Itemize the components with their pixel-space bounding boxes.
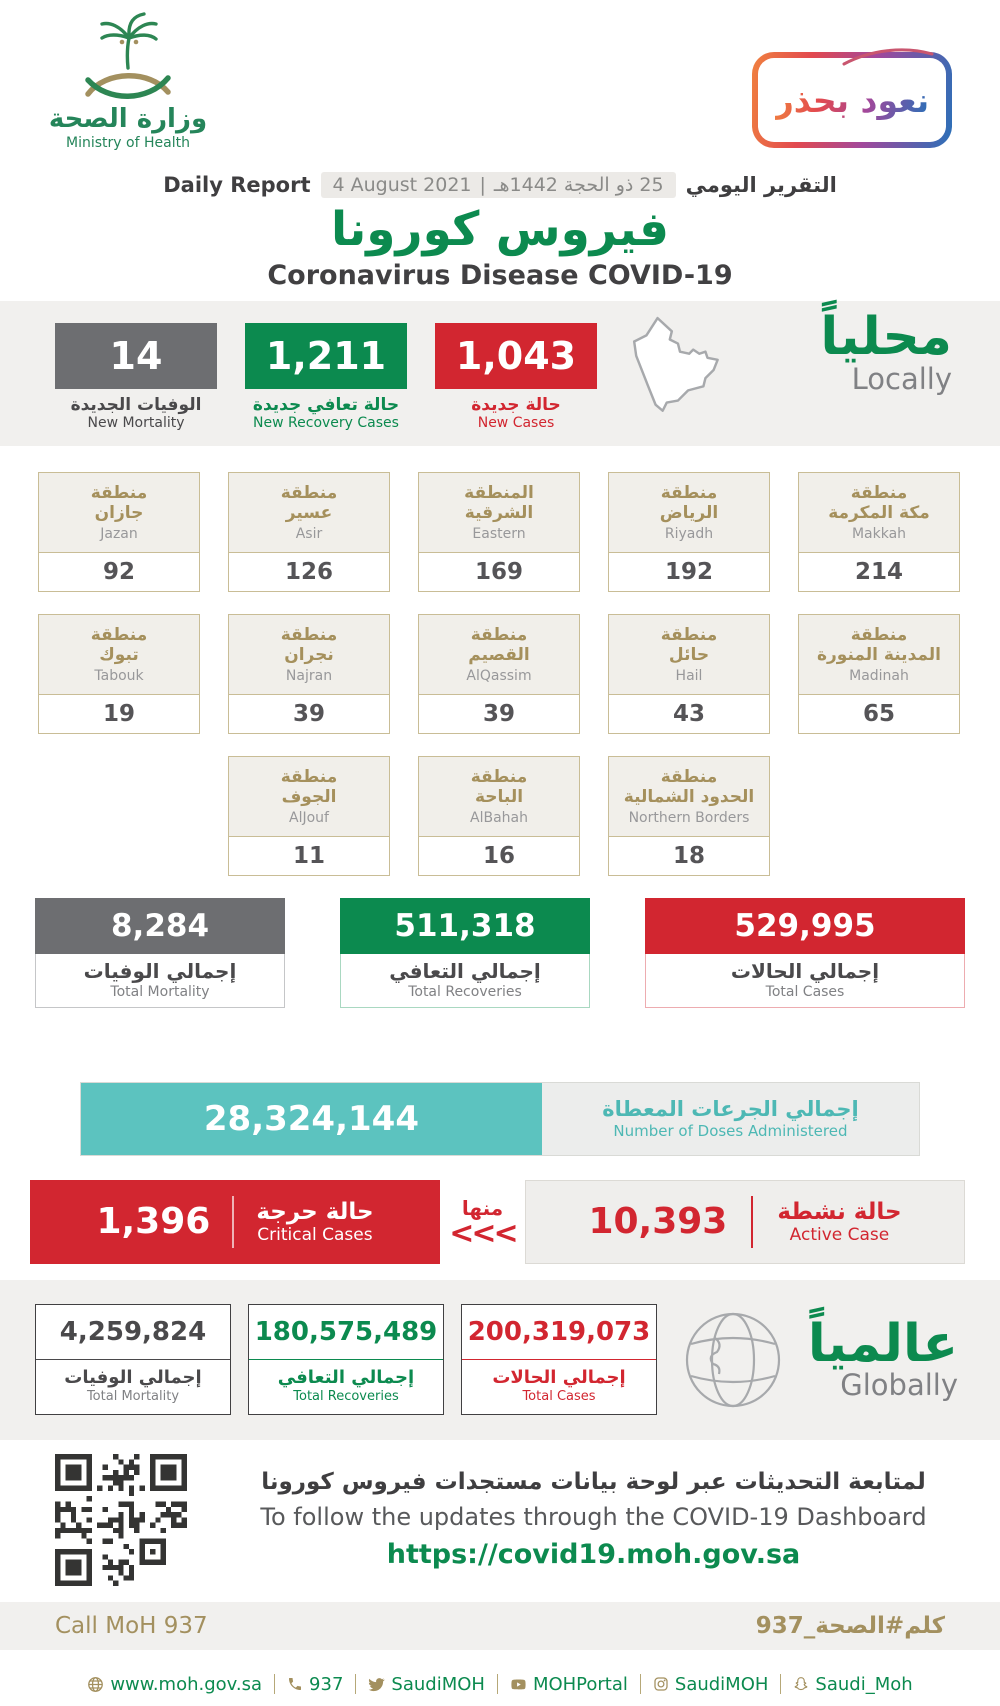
separator	[497, 1674, 498, 1694]
region-name-ar-line2: الجوف	[281, 787, 337, 808]
region-name-en: AlQassim	[466, 667, 532, 684]
region-name-ar-line1: منطقة	[280, 624, 338, 645]
critical-cases-value: 1,396	[96, 1201, 211, 1243]
new-cases-stat	[435, 323, 597, 432]
locally-section	[0, 301, 1000, 446]
total-cases-label-ar: إجمالي الحالات	[730, 958, 880, 983]
region-card-riyadh	[608, 472, 770, 592]
new-recovery-label-ar: حالة تعافي جديدة	[252, 394, 400, 415]
region-card-najran	[228, 614, 390, 734]
total-recoveries-label-en: Total Recoveries	[408, 983, 522, 1000]
region-name-ar-line2: الرياض	[659, 503, 719, 524]
moh-logo-icon	[53, 10, 203, 106]
report-date-chip	[321, 172, 676, 198]
page-title-english: Coronavirus Disease COVID-19	[267, 259, 733, 291]
critical-cases-label-en: Critical Cases	[257, 1224, 373, 1245]
region-new-cases-value: 192	[664, 558, 713, 585]
global-cases-label-ar: إجمالي الحالات	[492, 1367, 626, 1389]
locally-heading-en: Locally	[851, 361, 952, 396]
moh-logo	[38, 10, 218, 151]
phone-icon	[287, 1676, 303, 1692]
globe-icon	[87, 1676, 104, 1693]
region-name-ar-line1: منطقة	[470, 766, 528, 787]
social-link-label: www.moh.gov.sa	[110, 1673, 263, 1695]
doses-administered-bar	[80, 1082, 920, 1156]
new-recovery-value: 1,211	[245, 323, 407, 389]
new-cases-label-en: New Cases	[477, 415, 555, 432]
locally-heading-ar: محلياً	[820, 306, 952, 367]
region-name-en: Eastern	[472, 525, 526, 542]
globally-stats	[35, 1304, 657, 1415]
active-cases-label-ar: حالة نشطة	[777, 1198, 902, 1225]
total-recoveries-label-ar: إجمالي التعافي	[389, 958, 541, 983]
globally-heading-ar: عالمياً	[807, 1314, 958, 1375]
region-name-ar-line1: منطقة	[850, 624, 908, 645]
region-name-ar-line1: منطقة	[660, 624, 718, 645]
region-card-header	[799, 615, 959, 695]
total-recoveries-card	[340, 898, 590, 1008]
region-new-cases-value: 11	[292, 842, 325, 869]
date-separator: |	[479, 174, 486, 196]
region-card-header	[609, 615, 769, 695]
critical-active-row	[0, 1180, 1000, 1264]
twitter-icon	[368, 1676, 385, 1693]
region-new-cases-value: 126	[284, 558, 333, 585]
region-card-madinah	[798, 614, 960, 734]
report-date-line	[0, 170, 1000, 200]
social-link-label: Saudi_Moh	[815, 1673, 913, 1695]
active-cases-value: 10,393	[588, 1201, 728, 1243]
separator	[274, 1674, 275, 1694]
social-link-mohportal[interactable]	[510, 1674, 628, 1695]
global-cases-value: 200,319,073	[462, 1305, 656, 1360]
logo-name-english: Ministry of Health	[66, 135, 190, 152]
region-card-header	[419, 757, 579, 837]
social-link-saudimoh[interactable]	[653, 1674, 769, 1695]
region-card-asir	[228, 472, 390, 592]
region-name-en: AlBahah	[470, 809, 528, 826]
region-name-en: Makkah	[851, 525, 907, 542]
region-card-jazan	[38, 472, 200, 592]
region-card-header	[799, 473, 959, 553]
snapchat-icon	[793, 1676, 809, 1692]
region-card-header	[229, 757, 389, 837]
dashboard-url-link[interactable]: https://covid19.moh.gov.sa	[386, 1539, 801, 1571]
region-name-ar-line2: نجران	[284, 645, 334, 666]
new-recovery-stat	[245, 323, 407, 432]
doses-label-ar: إجمالي الجرعات المعطاة	[602, 1097, 859, 1122]
region-name-ar-line2: عسير	[285, 503, 333, 524]
region-card-albahah	[418, 756, 580, 876]
global-cases-card	[461, 1304, 657, 1415]
new-recovery-label-en: New Recovery Cases	[253, 415, 399, 432]
region-name-en: Northern Borders	[628, 809, 750, 826]
globally-heading	[807, 1314, 958, 1402]
return-with-caution-badge	[752, 52, 952, 148]
new-mortality-stat	[55, 323, 217, 432]
total-cases-card	[645, 898, 965, 1008]
divider	[751, 1196, 753, 1248]
page-title-arabic: فيروس كورونا	[331, 202, 669, 257]
region-card-header	[609, 473, 769, 553]
region-card-header	[229, 473, 389, 553]
region-name-ar-line2: مكة المكرمة	[828, 503, 930, 524]
instagram-icon	[653, 1676, 669, 1692]
region-name-ar-line1: منطقة	[850, 482, 908, 503]
new-mortality-label-en: New Mortality	[87, 415, 185, 432]
total-cases-value: 529,995	[645, 898, 965, 954]
region-name-en: Jazan	[100, 525, 138, 542]
region-name-ar-line1: منطقة	[90, 482, 148, 503]
hijri-date: 25 ذو الحجة 1442هـ	[493, 174, 664, 196]
region-card-aljouf	[228, 756, 390, 876]
region-name-en: AlJouf	[289, 809, 329, 826]
region-new-cases-value: 43	[672, 700, 705, 727]
separator	[640, 1674, 641, 1694]
region-card-header	[39, 615, 199, 695]
daily-report-label-en: Daily Report	[163, 173, 311, 197]
global-recoveries-label-ar: إجمالي التعافي	[277, 1367, 415, 1389]
region-name-en: Asir	[295, 525, 323, 542]
region-name-ar-line1: منطقة	[280, 766, 338, 787]
region-card-header	[609, 757, 769, 837]
social-link-www.moh.gov.sa[interactable]	[87, 1674, 262, 1695]
globally-heading-en: Globally	[840, 1367, 958, 1402]
region-name-ar-line2: الحدود الشمالية	[623, 787, 755, 808]
total-cases-label-en: Total Cases	[765, 983, 845, 1000]
total-recoveries-value: 511,318	[340, 898, 590, 954]
call-moh-label: Call MoH 937	[55, 1612, 208, 1639]
region-name-en: Madinah	[849, 667, 909, 684]
active-cases-box	[525, 1180, 965, 1264]
region-new-cases-value: 169	[474, 558, 523, 585]
region-new-cases-value: 39	[482, 700, 515, 727]
locally-heading	[820, 306, 952, 396]
badge-swoosh-icon	[840, 44, 936, 68]
qr-code	[55, 1454, 187, 1586]
separator	[780, 1674, 781, 1694]
logo-name-arabic: وزارة الصحة	[48, 104, 208, 134]
dashboard-note-ar: لمتابعة التحديثات عبر لوحة بيانات مستجدات فيروس كورونا	[261, 1469, 926, 1496]
region-name-ar-line1: منطقة	[280, 482, 338, 503]
globally-section	[0, 1280, 1000, 1440]
dashboard-section	[0, 1440, 1000, 1596]
region-card-header	[419, 615, 579, 695]
global-recoveries-value: 180,575,489	[249, 1305, 443, 1360]
regions-grid	[38, 472, 962, 876]
total-mortality-label-en: Total Mortality	[110, 983, 210, 1000]
global-recoveries-label-en: Total Recoveries	[293, 1389, 399, 1405]
region-name-ar-line2: جازان	[94, 503, 144, 524]
badge-text: نعود بحذر	[774, 80, 930, 120]
doses-value: 28,324,144	[81, 1083, 542, 1155]
region-new-cases-value: 19	[102, 700, 135, 727]
new-mortality-label-ar: الوفيات الجديدة	[70, 394, 202, 415]
new-cases-value: 1,043	[435, 323, 597, 389]
social-link-label: MOHPortal	[532, 1673, 628, 1695]
social-link-saudimoh[interactable]	[368, 1674, 485, 1695]
call-band	[0, 1602, 1000, 1650]
gregorian-date: 4 August 2021	[332, 174, 472, 196]
region-name-ar-line2: تبوك	[99, 645, 139, 666]
region-name-ar-line2: المدينة المنورة	[816, 645, 941, 666]
region-new-cases-value: 214	[854, 558, 903, 585]
social-link-label: SaudiMOH	[391, 1673, 485, 1695]
region-card-header	[419, 473, 579, 553]
region-name-ar-line1: منطقة	[660, 482, 718, 503]
region-new-cases-value: 65	[862, 700, 895, 727]
region-name-en: Najran	[285, 667, 333, 684]
global-mortality-value: 4,259,824	[36, 1305, 230, 1360]
region-name-ar-line1: المنطقة	[464, 482, 534, 503]
dashboard-note-en: To follow the updates through the COVID-19 Dashboard	[260, 1503, 927, 1532]
region-name-ar-line2: القصيم	[468, 645, 530, 666]
saudi-arabia-map-icon	[625, 313, 737, 425]
region-new-cases-value: 92	[102, 558, 135, 585]
separator	[355, 1674, 356, 1694]
active-cases-label-en: Active Case	[789, 1224, 890, 1245]
new-mortality-value: 14	[55, 323, 217, 389]
critical-cases-box	[30, 1180, 440, 1264]
region-name-en: Tabouk	[94, 667, 144, 684]
region-name-ar-line1: منطقة	[660, 766, 718, 787]
region-card-header	[229, 615, 389, 695]
header	[0, 0, 1000, 172]
youtube-icon	[510, 1676, 527, 1693]
region-name-en: Hail	[675, 667, 703, 684]
of-which-label-ar: منها	[461, 1196, 504, 1221]
region-card-northern-borders	[608, 756, 770, 876]
total-mortality-card	[35, 898, 285, 1008]
globe-icon	[681, 1308, 785, 1412]
social-link-937[interactable]	[287, 1674, 343, 1695]
social-link-label: SaudiMOH	[674, 1673, 769, 1695]
region-name-ar-line2: الباحة	[474, 787, 524, 808]
critical-cases-label-ar: حالة حرجة	[256, 1198, 374, 1225]
global-mortality-label-ar: إجمالي الوفيات	[64, 1367, 202, 1389]
region-card-hail	[608, 614, 770, 734]
region-name-en: Riyadh	[664, 525, 714, 542]
global-mortality-label-en: Total Mortality	[86, 1389, 180, 1405]
region-name-ar-line1: منطقة	[470, 624, 528, 645]
chevrons-left-icon: <<<	[449, 1216, 516, 1252]
region-card-tabouk	[38, 614, 200, 734]
locally-stats	[55, 323, 597, 432]
divider	[232, 1196, 234, 1248]
global-recoveries-card	[248, 1304, 444, 1415]
region-new-cases-value: 39	[292, 700, 325, 727]
social-link-saudi_moh[interactable]	[793, 1674, 912, 1695]
new-cases-label-ar: حالة جديدة	[471, 394, 561, 415]
social-link-label: 937	[309, 1673, 344, 1695]
global-cases-label-en: Total Cases	[522, 1389, 596, 1405]
region-card-makkah	[798, 472, 960, 592]
total-mortality-value: 8,284	[35, 898, 285, 954]
region-card-header	[39, 473, 199, 553]
total-mortality-label-ar: إجمالي الوفيات	[83, 958, 237, 983]
region-name-ar-line2: حائل	[668, 645, 710, 666]
region-card-eastern	[418, 472, 580, 592]
hashtag-label: كلم#الصحة_937	[755, 1612, 945, 1639]
region-new-cases-value: 16	[482, 842, 515, 869]
region-new-cases-value: 18	[672, 842, 705, 869]
region-name-ar-line2: الشرقية	[464, 503, 534, 524]
region-name-ar-line1: منطقة	[90, 624, 148, 645]
social-links-row	[0, 1674, 1000, 1695]
region-card-alqassim	[418, 614, 580, 734]
of-which-indicator	[440, 1196, 525, 1252]
global-mortality-card	[35, 1304, 231, 1415]
daily-report-label-ar: التقرير اليومي	[685, 173, 837, 197]
doses-label-en: Number of Doses Administered	[613, 1122, 848, 1141]
totals-row	[0, 898, 1000, 1008]
